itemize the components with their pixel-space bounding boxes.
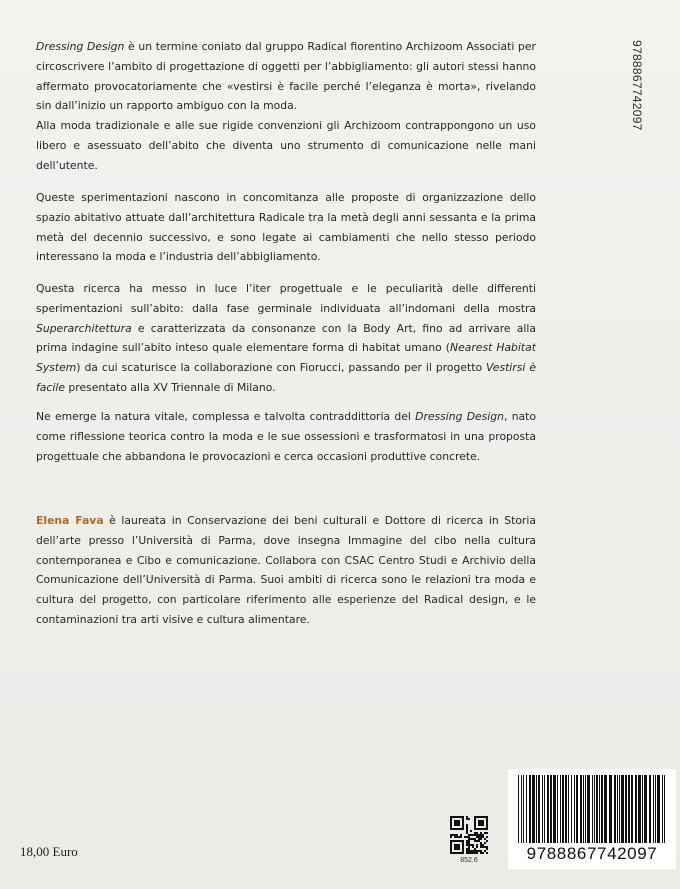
barcode-number: 9788867742097 — [526, 844, 658, 863]
qr-code-label: 852.6 — [460, 857, 478, 864]
barcode — [508, 769, 676, 869]
blurb-paragraph-5: Ne emerge la natura vitale, complessa e talvolta contraddittoria del Dressing Design, nato come riflessione teorica contro la moda e le sue ossessioni e trasformatosi in una proposta progettuale che abbandona le provocazioni e cerca occasioni produttive concrete. — [36, 410, 537, 463]
barcode-bars-icon — [516, 775, 668, 843]
isbn-vertical: 9788867742097 — [630, 40, 644, 131]
qr-code-icon — [450, 816, 488, 854]
price-label: 18,00 Euro — [20, 844, 78, 859]
blurb-paragraph-3: Queste sperimentazioni nascono in concomitanza alle proposte di organizzazione dello spazio abitativo attuate dall’architettura Radicale tra la metà degli anni sessanta e la prima metà del decennio successivo, e sono legate ai cambiamenti che nello stesso periodo interessano la moda e l’industria dell’abbigliamento. — [36, 191, 536, 264]
qr-block — [448, 816, 490, 864]
blurb-paragraph-1: Dressing Design è un termine coniato dal gruppo Radical fiorentino Archizoom Associati per circoscrivere l’ambito di progettazione di oggetti per l’abbigliamento: gli autori stessi hanno affermato provocatoriamente che «vestirsi è facile perché l’eleganza è morta», rivelando sin dall’inizio un rapporto ambiguo con la moda. — [36, 40, 536, 113]
blurb-paragraph-4: Questa ricerca ha messo in luce l’iter progettuale e le peculiarità delle differenti sperimentazioni sull’abito: dalla fase germinale individuata all’indomani della mostra Superarchitettura e caratterizzata da consonanze con la Body Art, fino ad arrivare alla prima indagine sull’abito inteso quale elementare forma di habitat umano (Nearest Habitat System) da cui scaturisce la collaborazione con Fiorucci, passando per il progetto Vestirsi è facile presentato alla XV Triennale di Milano. — [36, 282, 536, 394]
author-bio: Elena Fava è laureata in Conservazione dei beni culturali e Dottore di ricerca in Storia dell’arte presso l’Università di Parma, dove insegna Immagine del cibo nella cultura contemporanea e Cibo e comunicazione. Collabora con CSAC Centro Studi e Archivio della Comunicazione dell’Università di Parma. Suoi ambiti di ricerca sono le relazioni tra moda e cultura del progetto, con particolare riferimento alle esperienze del Radical design, e le contaminazioni tra arti visive e cultura alimentare. — [36, 514, 536, 626]
blurb-paragraph-2: Alla moda tradizionale e alle sue rigide convenzioni gli Archizoom contrappongono un uso libero e asessuato dell’abito che diventa uno strumento di comunicazione nelle mani dell’utente. — [36, 119, 536, 172]
book-title-italic: Dressing Design — [36, 40, 125, 53]
author-name: Elena Fava — [36, 514, 104, 527]
